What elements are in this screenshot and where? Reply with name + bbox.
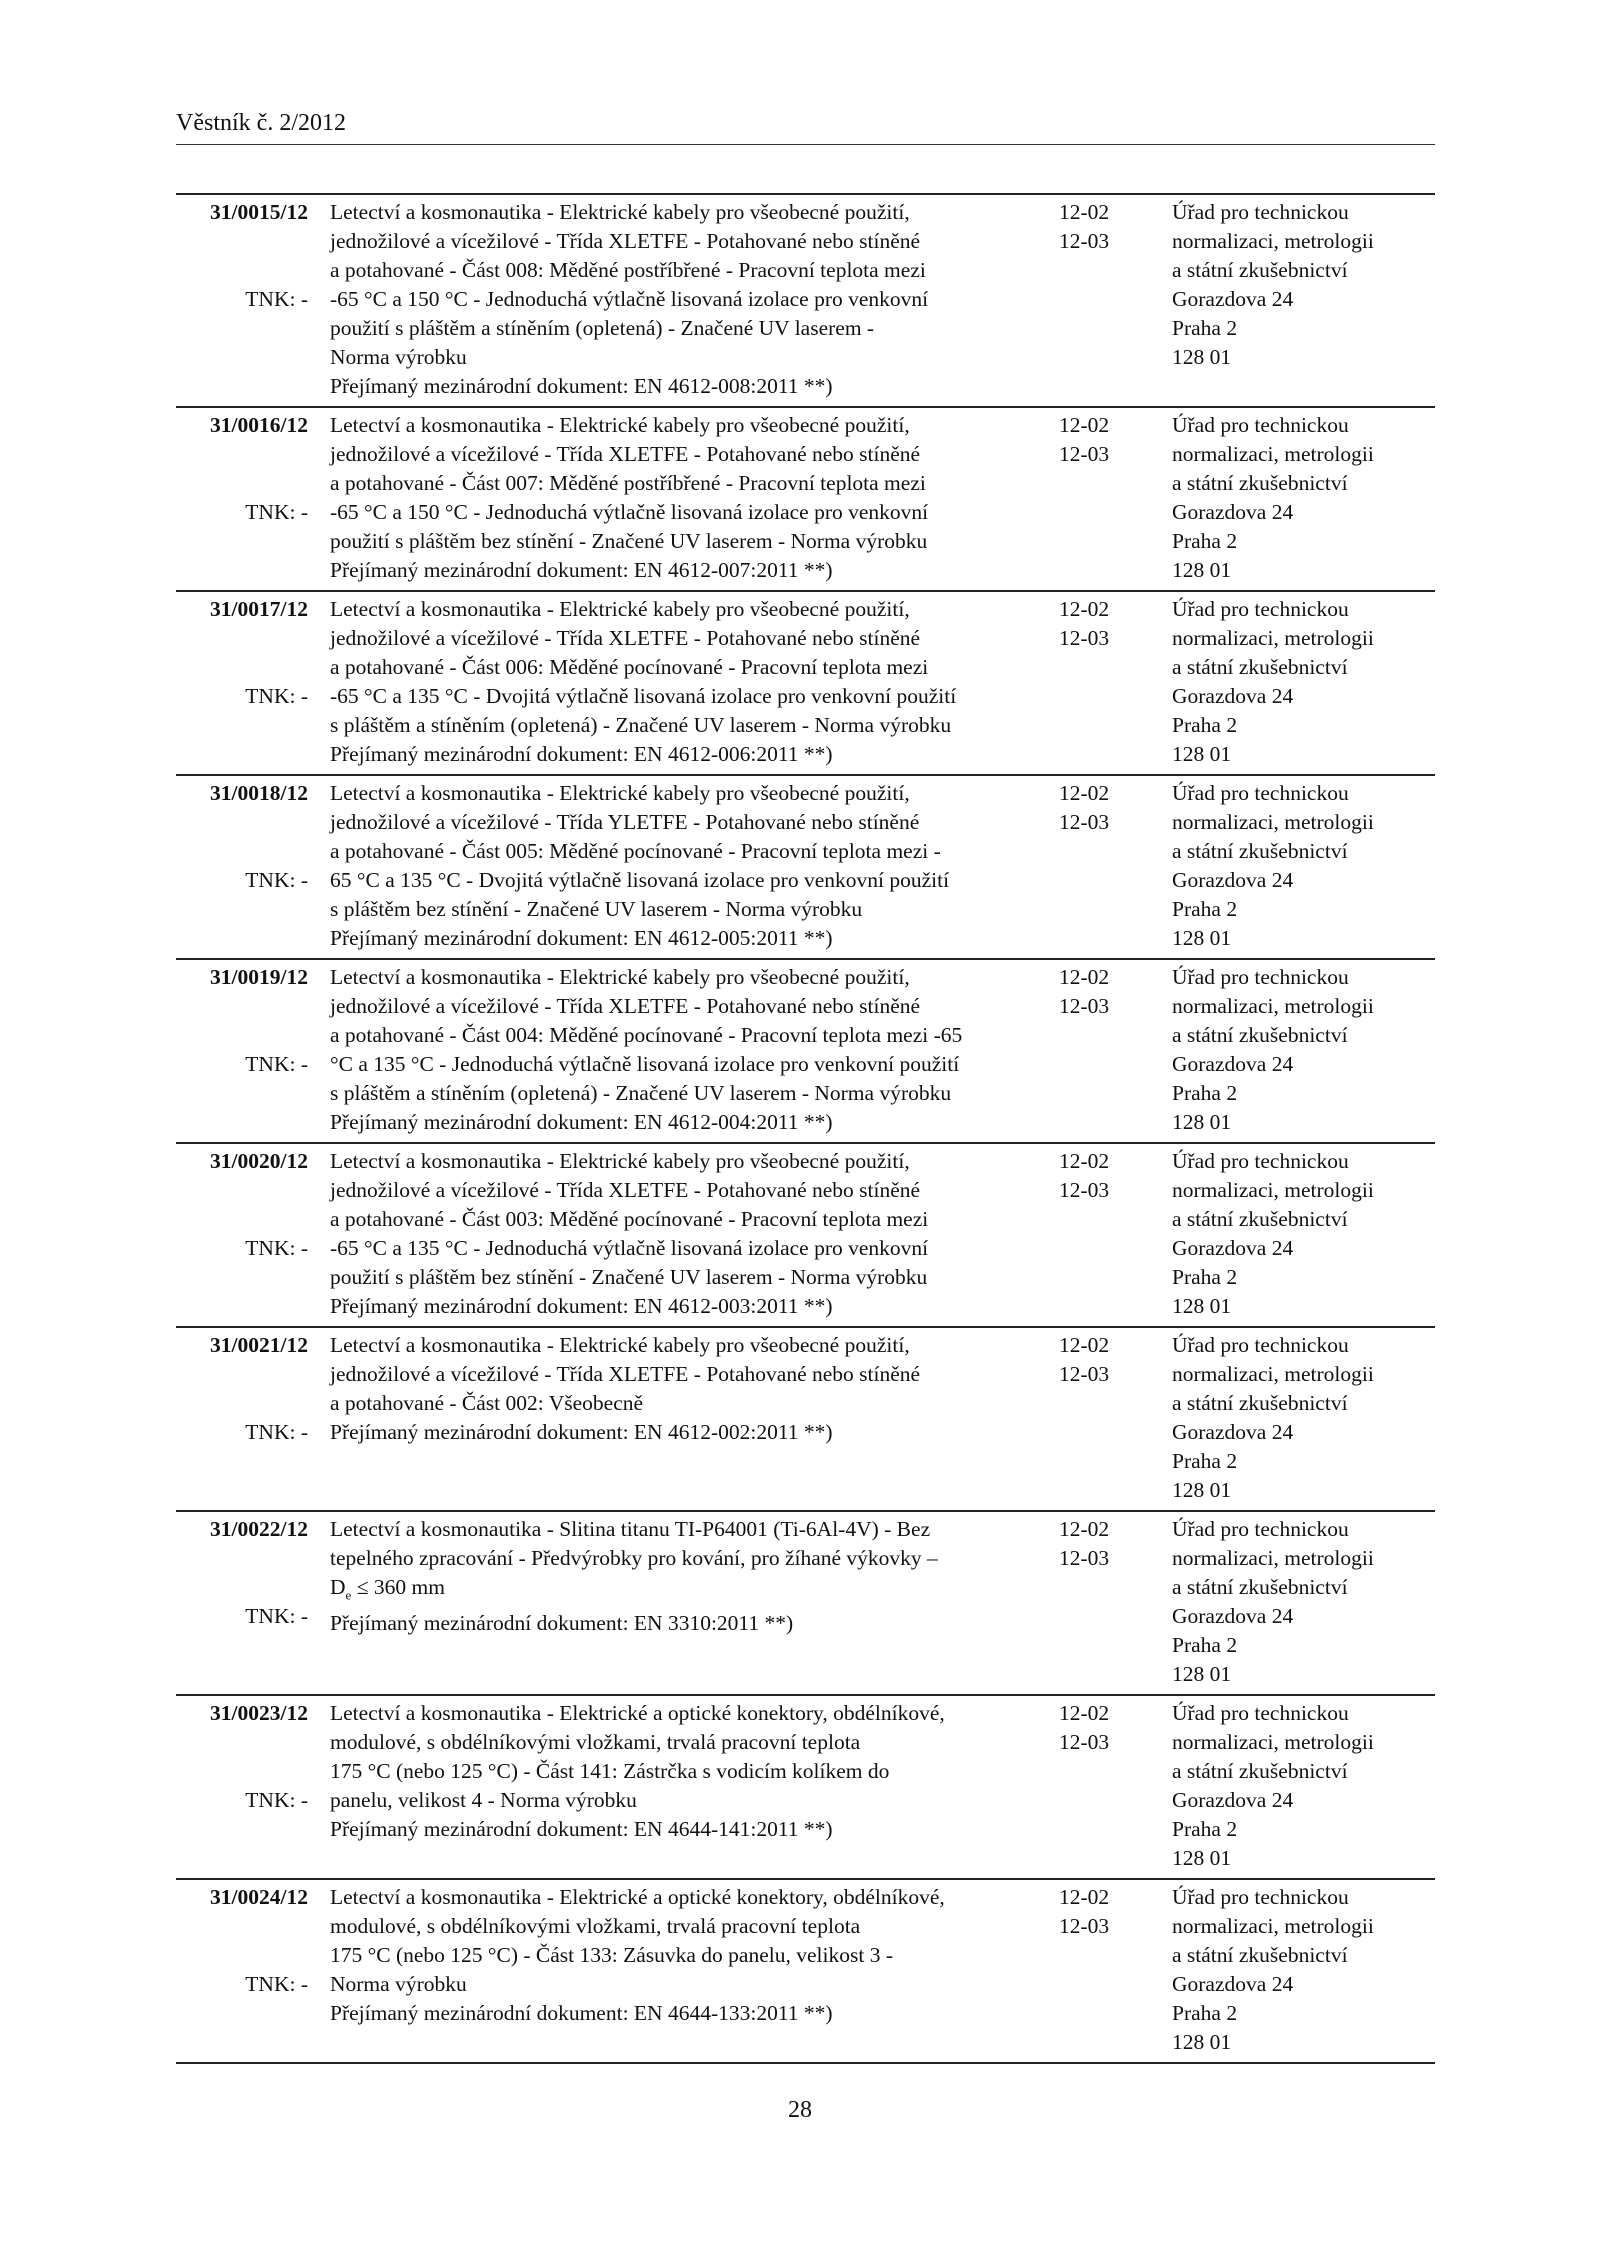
table-row: [176, 960, 1435, 1144]
authority-line: Gorazdova 24: [1172, 500, 1294, 524]
spacer: [176, 837, 308, 866]
tnk-label: TNK: -: [245, 1236, 308, 1260]
authority-line: Úřad pro technickou: [1172, 965, 1349, 989]
entry-number: 31/0024/12: [210, 1885, 308, 1909]
description-line: a potahované - Část 003: Měděné pocínované - Pracovní teplota mezi: [330, 1207, 929, 1231]
classification-code: 12-02: [1059, 1333, 1110, 1357]
entry-authority: [1172, 1880, 1374, 2062]
authority-line: normalizaci, metrologii: [1172, 229, 1374, 253]
classification-code: 12-03: [1059, 1730, 1110, 1754]
description-line: jednožilové a vícežilové - Třída XLETFE - Potahované nebo stíněné: [330, 1362, 921, 1386]
description-line: s pláštěm a stíněním (opletená) - Značené UV laserem - Norma výrobku: [330, 1081, 952, 1105]
classification-code: 12-03: [1059, 626, 1110, 650]
table-row: [176, 1880, 1435, 2064]
description-line: a potahované - Část 005: Měděné pocínované - Pracovní teplota mezi -: [330, 839, 941, 863]
authority-line: Úřad pro technickou: [1172, 1517, 1349, 1541]
classification-code: 12-02: [1059, 1517, 1110, 1541]
table-row: [176, 592, 1435, 776]
description-line: jednožilové a vícežilové - Třída YLETFE - Potahované nebo stíněné: [330, 810, 920, 834]
spacer: [176, 1021, 308, 1050]
table-row: [176, 1512, 1435, 1696]
authority-line: normalizaci, metrologii: [1172, 442, 1374, 466]
description-line: jednožilové a vícežilové - Třída XLETFE - Potahované nebo stíněné: [330, 626, 921, 650]
authority-line: a státní zkušebnictví: [1172, 655, 1348, 679]
description-line: 65 °C a 135 °C - Dvojitá výtlačně lisovaná izolace pro venkovní použití: [330, 868, 950, 892]
spacer: [176, 256, 308, 285]
spacer: [176, 1205, 308, 1234]
authority-line: a státní zkušebnictví: [1172, 1759, 1348, 1783]
spacer: [176, 1912, 308, 1941]
authority-line: 128 01: [1172, 345, 1232, 369]
entry-codes: [1037, 408, 1172, 590]
description-line: Přejímaný mezinárodní dokument: EN 4644-133:2011 **): [330, 2001, 833, 2025]
description-line: tepelného zpracování - Předvýrobky pro kování, pro žíhané výkovky –: [330, 1546, 938, 1570]
entry-id-cell: [176, 1328, 308, 1510]
description-line: Letectví a kosmonautika - Elektrické a optické konektory, obdélníkové,: [330, 1701, 945, 1725]
authority-line: 128 01: [1172, 1294, 1232, 1318]
spacer: [176, 469, 308, 498]
description-line: Přejímaný mezinárodní dokument: EN 4612-007:2011 **): [330, 558, 833, 582]
authority-line: a státní zkušebnictví: [1172, 1207, 1348, 1231]
entry-description: [308, 776, 1037, 958]
description-line: -65 °C a 135 °C - Dvojitá výtlačně lisovaná izolace pro venkovní použití: [330, 684, 957, 708]
tnk-label: TNK: -: [245, 500, 308, 524]
authority-line: 128 01: [1172, 1662, 1232, 1686]
description-line: 175 °C (nebo 125 °C) - Část 141: Zástrčka s vodicím kolíkem do: [330, 1759, 890, 1783]
authority-line: a státní zkušebnictví: [1172, 1023, 1348, 1047]
entry-authority: [1172, 1512, 1374, 1694]
entry-number: 31/0015/12: [210, 200, 308, 224]
authority-line: Praha 2: [1172, 1449, 1238, 1473]
description-line: Letectví a kosmonautika - Elektrické kabely pro všeobecné použití,: [330, 965, 910, 989]
classification-code: 12-03: [1059, 1914, 1110, 1938]
authority-line: Úřad pro technickou: [1172, 413, 1349, 437]
entry-description: [308, 1144, 1037, 1326]
authority-line: a státní zkušebnictví: [1172, 471, 1348, 495]
authority-line: Úřad pro technickou: [1172, 1885, 1349, 1909]
tnk-label: TNK: -: [245, 1972, 308, 1996]
entry-authority: [1172, 1328, 1374, 1510]
table-row: [176, 776, 1435, 960]
description-line: Letectví a kosmonautika - Elektrické kabely pro všeobecné použití,: [330, 200, 910, 224]
description-line: s pláštěm bez stínění - Značené UV laserem - Norma výrobku: [330, 897, 863, 921]
entry-codes: [1037, 1880, 1172, 2062]
entry-id-cell: [176, 408, 308, 590]
description-line: Letectví a kosmonautika - Elektrické kabely pro všeobecné použití,: [330, 781, 910, 805]
spacer: [176, 1728, 308, 1757]
authority-line: normalizaci, metrologii: [1172, 994, 1374, 1018]
header-rule: [176, 144, 1435, 145]
classification-code: 12-02: [1059, 1885, 1110, 1909]
entry-id-cell: [176, 1696, 308, 1878]
spacer: [176, 1176, 308, 1205]
authority-line: Praha 2: [1172, 529, 1238, 553]
spacer: [176, 1360, 308, 1389]
description-line: -65 °C a 135 °C - Jednoduchá výtlačně lisovaná izolace pro venkovní: [330, 1236, 929, 1260]
authority-line: Gorazdova 24: [1172, 1236, 1294, 1260]
entry-codes: [1037, 1328, 1172, 1510]
classification-code: 12-03: [1059, 1546, 1110, 1570]
authority-line: a státní zkušebnictví: [1172, 258, 1348, 282]
spacer: [176, 1941, 308, 1970]
spacer: [176, 992, 308, 1021]
spacer: [176, 653, 308, 682]
entry-codes: [1037, 1512, 1172, 1694]
authority-line: Gorazdova 24: [1172, 1604, 1294, 1628]
entry-number: 31/0020/12: [210, 1149, 308, 1173]
entry-number: 31/0016/12: [210, 413, 308, 437]
description-line: jednožilové a vícežilové - Třída XLETFE - Potahované nebo stíněné: [330, 1178, 921, 1202]
authority-line: a státní zkušebnictví: [1172, 839, 1348, 863]
description-line: jednožilové a vícežilové - Třída XLETFE - Potahované nebo stíněné: [330, 994, 921, 1018]
description-line: Letectví a kosmonautika - Elektrické kabely pro všeobecné použití,: [330, 1149, 910, 1173]
standards-table: [176, 193, 1435, 2064]
tnk-label: TNK: -: [245, 1604, 308, 1628]
description-line: použití s pláštěm a stíněním (opletená) - Značené UV laserem -: [330, 316, 875, 340]
entry-description: [308, 195, 1037, 406]
classification-code: 12-03: [1059, 994, 1110, 1018]
description-line: modulové, s obdélníkovými vložkami, trvalá pracovní teplota: [330, 1914, 861, 1938]
authority-line: normalizaci, metrologii: [1172, 810, 1374, 834]
entry-id-cell: [176, 592, 308, 774]
entry-id-cell: [176, 1144, 308, 1326]
description-line: modulové, s obdélníkovými vložkami, trvalá pracovní teplota: [330, 1730, 861, 1754]
spacer: [176, 440, 308, 469]
description-line: Přejímaný mezinárodní dokument: EN 4612-003:2011 **): [330, 1294, 833, 1318]
authority-line: normalizaci, metrologii: [1172, 626, 1374, 650]
table-row: [176, 195, 1435, 408]
classification-code: 12-02: [1059, 597, 1110, 621]
description-line: panelu, velikost 4 - Norma výrobku: [330, 1788, 637, 1812]
authority-line: normalizaci, metrologii: [1172, 1362, 1374, 1386]
table-row: [176, 1144, 1435, 1328]
page-number: 28: [788, 2097, 812, 2123]
tnk-label: TNK: -: [245, 868, 308, 892]
entry-description: [308, 1512, 1037, 1694]
tnk-label: TNK: -: [245, 287, 308, 311]
spacer: [176, 1389, 308, 1418]
spacer: [176, 1544, 308, 1573]
description-line: Letectví a kosmonautika - Elektrické kabely pro všeobecné použití,: [330, 413, 910, 437]
authority-line: Praha 2: [1172, 1265, 1238, 1289]
description-line: Letectví a kosmonautika - Slitina titanu TI-P64001 (Ti-6Al-4V) - Bez: [330, 1517, 931, 1541]
entry-id-cell: [176, 776, 308, 958]
entry-id-cell: [176, 1880, 308, 2062]
authority-line: Úřad pro technickou: [1172, 1333, 1349, 1357]
description-line: Přejímaný mezinárodní dokument: EN 4612-004:2011 **): [330, 1110, 833, 1134]
page-header-title: Věstník č. 2/2012: [176, 110, 346, 136]
entry-authority: [1172, 1144, 1374, 1326]
entry-codes: [1037, 195, 1172, 406]
tnk-label: TNK: -: [245, 684, 308, 708]
description-line: Přejímaný mezinárodní dokument: EN 4644-141:2011 **): [330, 1817, 833, 1841]
classification-code: 12-02: [1059, 1149, 1110, 1173]
entry-number: 31/0018/12: [210, 781, 308, 805]
entry-authority: [1172, 1696, 1374, 1878]
description-line: s pláštěm a stíněním (opletená) - Značené UV laserem - Norma výrobku: [330, 713, 952, 737]
description-line: Přejímaný mezinárodní dokument: EN 4612-006:2011 **): [330, 742, 833, 766]
description-line: -65 °C a 150 °C - Jednoduchá výtlačně lisovaná izolace pro venkovní: [330, 287, 929, 311]
description-line: Přejímaný mezinárodní dokument: EN 4612-005:2011 **): [330, 926, 833, 950]
description-line: -65 °C a 150 °C - Jednoduchá výtlačně lisovaná izolace pro venkovní: [330, 500, 929, 524]
entry-id-cell: [176, 960, 308, 1142]
description-line: a potahované - Část 004: Měděné pocínované - Pracovní teplota mezi -65: [330, 1023, 963, 1047]
entry-codes: [1037, 592, 1172, 774]
classification-code: 12-02: [1059, 1701, 1110, 1725]
authority-line: Praha 2: [1172, 713, 1238, 737]
authority-line: 128 01: [1172, 2030, 1232, 2054]
spacer: [176, 1573, 308, 1602]
authority-line: Praha 2: [1172, 1633, 1238, 1657]
tnk-label: TNK: -: [245, 1788, 308, 1812]
classification-code: 12-02: [1059, 965, 1110, 989]
table-row: [176, 1328, 1435, 1512]
authority-line: normalizaci, metrologii: [1172, 1178, 1374, 1202]
entry-codes: [1037, 1144, 1172, 1326]
entry-authority: [1172, 408, 1374, 590]
description-line: Letectví a kosmonautika - Elektrické a optické konektory, obdélníkové,: [330, 1885, 945, 1909]
entry-description: [308, 1696, 1037, 1878]
entry-number: 31/0022/12: [210, 1517, 308, 1541]
authority-line: Praha 2: [1172, 1817, 1238, 1841]
classification-code: 12-03: [1059, 1178, 1110, 1202]
tnk-label: TNK: -: [245, 1052, 308, 1076]
authority-line: Praha 2: [1172, 897, 1238, 921]
authority-line: Gorazdova 24: [1172, 1420, 1294, 1444]
description-line: a potahované - Část 008: Měděné postříbřené - Pracovní teplota mezi: [330, 258, 926, 282]
entry-id-cell: [176, 1512, 308, 1694]
classification-code: 12-03: [1059, 229, 1110, 253]
authority-line: Úřad pro technickou: [1172, 200, 1349, 224]
authority-line: 128 01: [1172, 1110, 1232, 1134]
description-line: $D_e \le 360$ mm: [330, 1575, 445, 1603]
authority-line: 128 01: [1172, 742, 1232, 766]
authority-line: Gorazdova 24: [1172, 1052, 1294, 1076]
authority-line: a státní zkušebnictví: [1172, 1391, 1348, 1415]
entry-authority: [1172, 592, 1374, 774]
classification-code: 12-03: [1059, 810, 1110, 834]
description-line: použití s pláštěm bez stínění - Značené UV laserem - Norma výrobku: [330, 1265, 928, 1289]
entry-description: [308, 408, 1037, 590]
authority-line: 128 01: [1172, 926, 1232, 950]
authority-line: normalizaci, metrologii: [1172, 1914, 1374, 1938]
classification-code: 12-02: [1059, 200, 1110, 224]
authority-line: Úřad pro technickou: [1172, 1149, 1349, 1173]
authority-line: Gorazdova 24: [1172, 868, 1294, 892]
description-line: Přejímaný mezinárodní dokument: EN 4612-008:2011 **): [330, 374, 833, 398]
authority-line: Praha 2: [1172, 2001, 1238, 2025]
authority-line: a státní zkušebnictví: [1172, 1943, 1348, 1967]
classification-code: 12-02: [1059, 781, 1110, 805]
description-line: Přejímaný mezinárodní dokument: EN 4612-002:2011 **): [330, 1420, 833, 1444]
entry-authority: [1172, 960, 1374, 1142]
description-line: použití s pláštěm bez stínění - Značené UV laserem - Norma výrobku: [330, 529, 928, 553]
classification-code: 12-03: [1059, 442, 1110, 466]
authority-line: normalizaci, metrologii: [1172, 1546, 1374, 1570]
classification-code: 12-03: [1059, 1362, 1110, 1386]
entry-number: 31/0019/12: [210, 965, 308, 989]
entry-number: 31/0017/12: [210, 597, 308, 621]
spacer: [176, 1757, 308, 1786]
entry-authority: [1172, 776, 1374, 958]
description-line: a potahované - Část 007: Měděné postříbřené - Pracovní teplota mezi: [330, 471, 926, 495]
authority-line: Gorazdova 24: [1172, 287, 1294, 311]
entry-codes: [1037, 1696, 1172, 1878]
description-line: jednožilové a vícežilové - Třída XLETFE - Potahované nebo stíněné: [330, 442, 921, 466]
authority-line: Praha 2: [1172, 316, 1238, 340]
description-line: 175 °C (nebo 125 °C) - Část 133: Zásuvka do panelu, velikost 3 -: [330, 1943, 893, 1967]
authority-line: Úřad pro technickou: [1172, 597, 1349, 621]
entry-description: [308, 592, 1037, 774]
classification-code: 12-02: [1059, 413, 1110, 437]
tnk-label: TNK: -: [245, 1420, 308, 1444]
authority-line: 128 01: [1172, 1846, 1232, 1870]
entry-description: [308, 1328, 1037, 1510]
authority-line: normalizaci, metrologii: [1172, 1730, 1374, 1754]
description-line: a potahované - Část 006: Měděné pocínované - Pracovní teplota mezi: [330, 655, 929, 679]
description-line: Přejímaný mezinárodní dokument: EN 3310:2011 **): [330, 1611, 794, 1636]
description-line: Letectví a kosmonautika - Elektrické kabely pro všeobecné použití,: [330, 1333, 910, 1357]
table-row: [176, 1696, 1435, 1880]
spacer: [176, 227, 308, 256]
authority-line: Praha 2: [1172, 1081, 1238, 1105]
authority-line: 128 01: [1172, 1478, 1232, 1502]
authority-line: Úřad pro technickou: [1172, 781, 1349, 805]
entry-codes: [1037, 960, 1172, 1142]
entry-description: [308, 1880, 1037, 2062]
description-line: Letectví a kosmonautika - Elektrické kabely pro všeobecné použití,: [330, 597, 910, 621]
description-line: jednožilové a vícežilové - Třída XLETFE - Potahované nebo stíněné: [330, 229, 921, 253]
authority-line: 128 01: [1172, 558, 1232, 582]
entry-codes: [1037, 776, 1172, 958]
authority-line: Gorazdova 24: [1172, 684, 1294, 708]
description-line: °C a 135 °C - Jednoduchá výtlačně lisovaná izolace pro venkovní použití: [330, 1052, 960, 1076]
table-row: [176, 408, 1435, 592]
entry-authority: [1172, 195, 1374, 406]
spacer: [176, 624, 308, 653]
authority-line: a státní zkušebnictví: [1172, 1575, 1348, 1599]
description-line: Norma výrobku: [330, 345, 467, 369]
entry-description: [308, 960, 1037, 1142]
description-line: Norma výrobku: [330, 1972, 467, 1996]
entry-number: 31/0021/12: [210, 1333, 308, 1357]
entry-number: 31/0023/12: [210, 1701, 308, 1725]
authority-line: Úřad pro technickou: [1172, 1701, 1349, 1725]
spacer: [176, 808, 308, 837]
authority-line: Gorazdova 24: [1172, 1788, 1294, 1812]
entry-id-cell: [176, 195, 308, 406]
description-line: a potahované - Část 002: Všeobecně: [330, 1391, 644, 1415]
authority-line: Gorazdova 24: [1172, 1972, 1294, 1996]
